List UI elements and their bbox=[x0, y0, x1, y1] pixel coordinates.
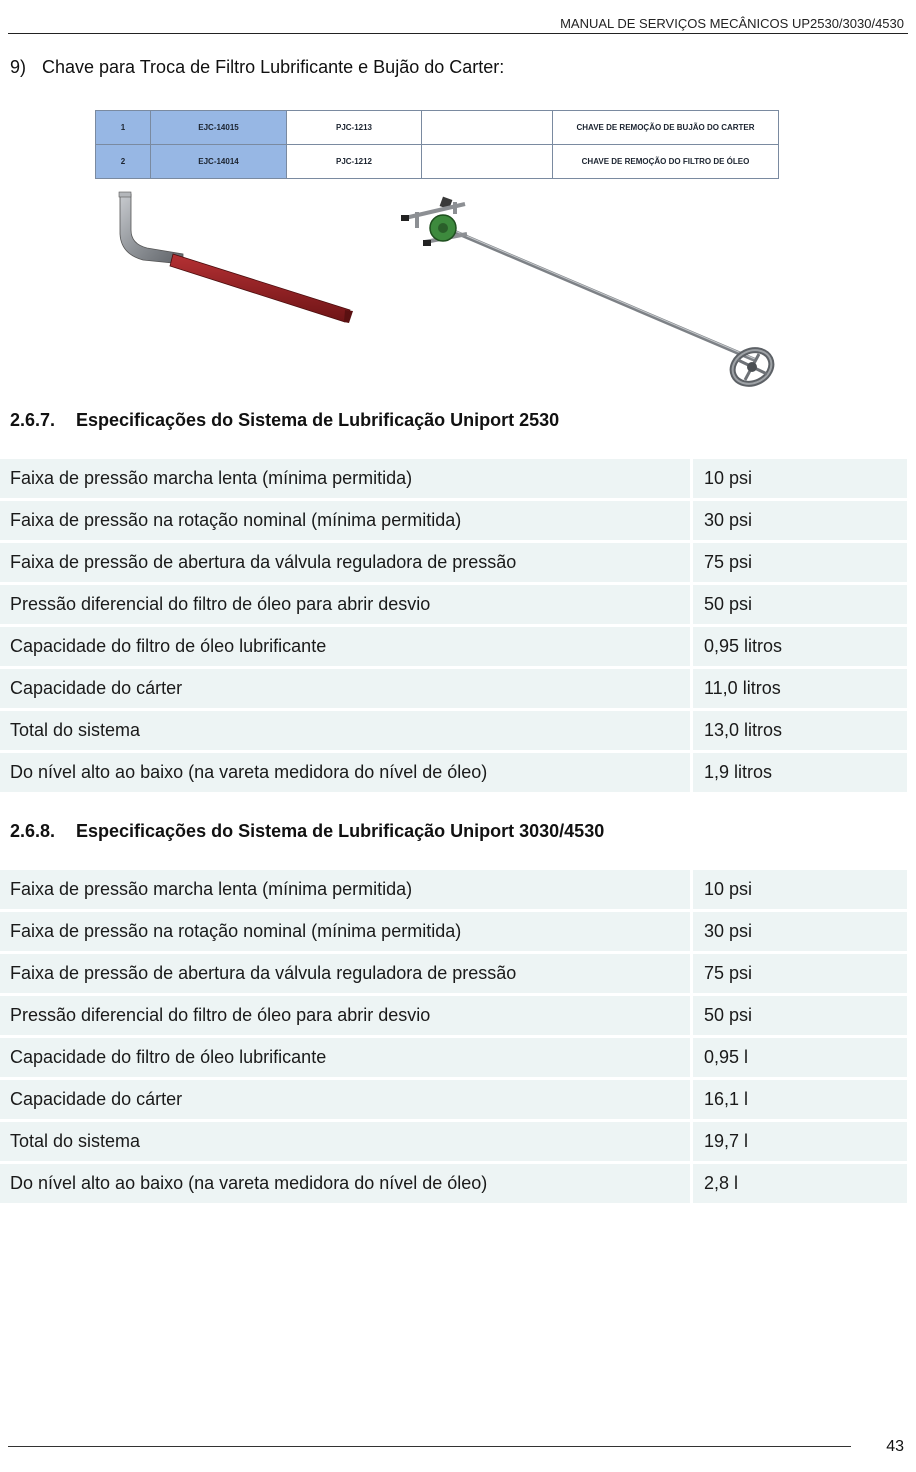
spec-label: Faixa de pressão na rotação nominal (mínima permitida) bbox=[0, 501, 690, 540]
spec-label: Faixa de pressão marcha lenta (mínima permitida) bbox=[0, 459, 690, 498]
spec-label: Pressão diferencial do filtro de óleo para abrir desvio bbox=[0, 585, 690, 624]
spec-value: 2,8 l bbox=[690, 1164, 907, 1203]
section-3030-title: Especificações do Sistema de Lubrificação Uniport 3030/4530 bbox=[76, 821, 605, 841]
table-row bbox=[0, 753, 907, 792]
spec-label: Pressão diferencial do filtro de óleo para abrir desvio bbox=[0, 996, 690, 1035]
item-title: Chave para Troca de Filtro Lubrificante e Bujão do Carter: bbox=[42, 57, 505, 77]
parts-row bbox=[96, 111, 779, 145]
spec-table-3030 bbox=[0, 867, 907, 1206]
table-row bbox=[0, 711, 907, 750]
table-row bbox=[0, 1122, 907, 1161]
parts-cell-item: 2 bbox=[96, 145, 151, 179]
spec-table-2530 bbox=[0, 456, 907, 795]
table-row bbox=[0, 585, 907, 624]
spec-label: Total do sistema bbox=[0, 711, 690, 750]
parts-cell-code: EJC-14015 bbox=[151, 111, 287, 145]
tools-illustration bbox=[95, 182, 785, 397]
parts-cell-description: CHAVE DE REMOÇÃO DO FILTRO DE ÓLEO bbox=[553, 145, 779, 179]
section-3030-heading bbox=[10, 821, 604, 842]
footer-divider bbox=[8, 1446, 851, 1447]
page-header-title: MANUAL DE SERVIÇOS MECÂNICOS UP2530/3030/4530 bbox=[560, 16, 904, 31]
spec-value: 1,9 litros bbox=[690, 753, 907, 792]
page-number: 43 bbox=[886, 1438, 904, 1455]
table-row bbox=[0, 459, 907, 498]
table-row bbox=[0, 912, 907, 951]
spec-value: 10 psi bbox=[690, 459, 907, 498]
spec-label: Faixa de pressão na rotação nominal (mínima permitida) bbox=[0, 912, 690, 951]
table-row bbox=[0, 954, 907, 993]
spec-label: Total do sistema bbox=[0, 1122, 690, 1161]
parts-table bbox=[95, 110, 779, 179]
spec-value: 30 psi bbox=[690, 912, 907, 951]
spec-value: 16,1 l bbox=[690, 1080, 907, 1119]
spec-value: 0,95 l bbox=[690, 1038, 907, 1077]
table-row bbox=[0, 1080, 907, 1119]
table-row bbox=[0, 1038, 907, 1077]
section-3030-number: 2.6.8. bbox=[10, 821, 56, 841]
spec-value: 10 psi bbox=[690, 870, 907, 909]
spec-label: Capacidade do filtro de óleo lubrificante bbox=[0, 627, 690, 666]
spec-value: 11,0 litros bbox=[690, 669, 907, 708]
table-row bbox=[0, 669, 907, 708]
section-2530-heading bbox=[10, 410, 559, 431]
spec-label: Do nível alto ao baixo (na vareta medidora do nível de óleo) bbox=[0, 753, 690, 792]
table-row bbox=[0, 996, 907, 1035]
parts-cell-empty bbox=[422, 111, 553, 145]
section-2530-title: Especificações do Sistema de Lubrificação Uniport 2530 bbox=[76, 410, 560, 430]
table-row bbox=[0, 501, 907, 540]
spec-label: Capacidade do cárter bbox=[0, 669, 690, 708]
parts-cell-description: CHAVE DE REMOÇÃO DE BUJÃO DO CARTER bbox=[553, 111, 779, 145]
parts-row bbox=[96, 145, 779, 179]
spec-value: 75 psi bbox=[690, 954, 907, 993]
spec-value: 30 psi bbox=[690, 501, 907, 540]
spec-label: Do nível alto ao baixo (na vareta medidora do nível de óleo) bbox=[0, 1164, 690, 1203]
spec-value: 0,95 litros bbox=[690, 627, 907, 666]
table-row bbox=[0, 627, 907, 666]
parts-cell-code: EJC-14014 bbox=[151, 145, 287, 179]
section-2530-number: 2.6.7. bbox=[10, 410, 56, 430]
parts-cell-empty bbox=[422, 145, 553, 179]
spec-label: Capacidade do filtro de óleo lubrificante bbox=[0, 1038, 690, 1077]
parts-cell-part: PJC-1213 bbox=[287, 111, 422, 145]
plug-wrench-image bbox=[119, 192, 353, 323]
spec-value: 50 psi bbox=[690, 996, 907, 1035]
item-number: 9) bbox=[10, 57, 27, 77]
table-row bbox=[0, 870, 907, 909]
spec-value: 19,7 l bbox=[690, 1122, 907, 1161]
table-row bbox=[0, 543, 907, 582]
spec-value: 75 psi bbox=[690, 543, 907, 582]
spec-label: Faixa de pressão marcha lenta (mínima permitida) bbox=[0, 870, 690, 909]
parts-cell-item: 1 bbox=[96, 111, 151, 145]
parts-cell-part: PJC-1212 bbox=[287, 145, 422, 179]
spec-label: Faixa de pressão de abertura da válvula reguladora de pressão bbox=[0, 954, 690, 993]
spec-label: Capacidade do cárter bbox=[0, 1080, 690, 1119]
table-row bbox=[0, 1164, 907, 1203]
filter-wrench-image bbox=[401, 197, 777, 390]
spec-label: Faixa de pressão de abertura da válvula reguladora de pressão bbox=[0, 543, 690, 582]
item-heading bbox=[10, 57, 504, 78]
spec-value: 13,0 litros bbox=[690, 711, 907, 750]
spec-value: 50 psi bbox=[690, 585, 907, 624]
header-divider bbox=[8, 33, 908, 34]
